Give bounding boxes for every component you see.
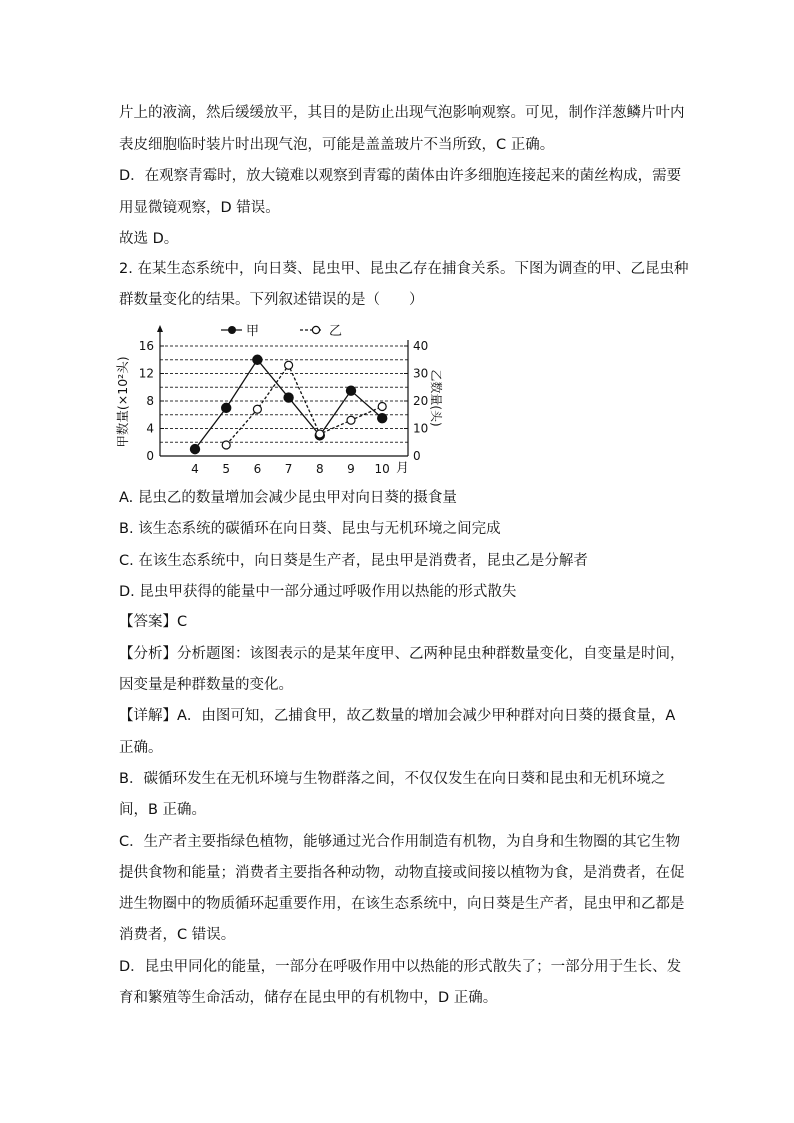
data-point-乙: [285, 361, 293, 369]
answer-line: 进生物圈中的物质循环起重要作用，在该生态系统中，向日葵是生产者，昆虫甲和乙都是: [119, 896, 685, 912]
legend-label: 乙: [329, 324, 343, 339]
text-line: 片上的液滴，然后缓缓放平，其目的是防止出现气泡影响观察。可见，制作洋葱鳞片叶内: [119, 105, 685, 121]
text-line: D．在观察青霉时，放大镜难以观察到青霉的菌体由许多细胞连接起来的菌丝构成，需要: [119, 168, 682, 184]
answer-line: C．生产者主要指绿色植物，能够通过光合作用制造有机物，为自身和生物圈的其它生物: [119, 834, 681, 850]
right-tick-label: 20: [413, 394, 429, 408]
data-point-甲: [378, 414, 387, 423]
data-point-甲: [284, 393, 293, 402]
data-point-甲: [346, 386, 355, 395]
text-line: 2. 在某生态系统中，向日葵、昆虫甲、昆虫乙存在捕食关系。下图为调查的甲、乙昆虫种: [119, 261, 689, 277]
answer-line: 【答案】C: [119, 614, 188, 630]
chart-legend: [221, 324, 342, 339]
left-tick-label: 12: [138, 366, 154, 381]
option-line: A. 昆虫乙的数量增加会减少昆虫甲对向日葵的摄食量: [119, 490, 457, 506]
option-line: C. 在该生态系统中，向日葵是生产者，昆虫甲是消费者，昆虫乙是分解者: [119, 553, 588, 569]
x-tick-label: 9: [347, 462, 355, 476]
legend-label: 甲: [246, 324, 260, 339]
left-tick-label: 16: [138, 339, 154, 353]
option-line: B. 该生态系统的碳循环在向日葵、昆虫与无机环境之间完成: [119, 521, 501, 537]
left-axis-label: 甲数量(×10²头): [115, 356, 130, 448]
text-line: 表皮细胞临时装片时出现气泡，可能是盖盖玻片不当所致，C 正确。: [119, 137, 555, 153]
data-point-甲: [190, 445, 199, 454]
x-tick-label: 6: [253, 462, 262, 476]
x-axis-unit: 月: [396, 461, 410, 476]
left-axis-arrow: [157, 325, 163, 332]
right-tick-label: 30: [413, 366, 429, 381]
legend-marker-filled: [228, 326, 236, 334]
x-tick-label: 10: [374, 462, 390, 476]
text-line: 用显微镜观察，D 错误。: [119, 200, 280, 216]
text-line: 故选 D。: [119, 231, 179, 247]
text-line: 群数量变化的结果。下列叙述错误的是（ ）: [119, 292, 424, 308]
answer-line: 【分析】分析题图：该图表示的是某年度甲、乙两种昆虫种群数量变化，自变量是时间，: [119, 646, 685, 662]
left-tick-label: 8: [146, 394, 154, 408]
chart-grid: [160, 346, 408, 442]
left-tick-label: 4: [146, 421, 154, 436]
data-point-乙: [253, 405, 261, 413]
data-point-乙: [222, 441, 230, 449]
answer-line: 间，B 正确。: [119, 802, 207, 818]
legend-marker-open: [312, 326, 319, 333]
left-tick-label: 0: [146, 449, 154, 463]
data-point-乙: [347, 416, 355, 424]
data-point-甲: [222, 403, 231, 412]
population-chart: [115, 322, 443, 482]
x-tick-label: 7: [284, 462, 293, 476]
x-tick-label: 4: [191, 462, 199, 476]
answer-line: 因变量是种群数量的变化。: [119, 677, 293, 693]
right-tick-label: 0: [413, 449, 421, 463]
answer-line: D．昆虫甲同化的能量，一部分在呼吸作用中以热能的形式散失了；一部分用于生长、发: [119, 959, 682, 975]
right-axis-label: 乙数量(头): [429, 369, 443, 427]
x-tick-label: 8: [315, 462, 324, 476]
answer-line: 正确。: [119, 740, 163, 756]
answer-line: 育和繁殖等生命活动，储存在昆虫甲的有机物中，D 正确。: [119, 990, 498, 1006]
option-line: D. 昆虫甲获得的能量中一部分通过呼吸作用以热能的形式散失: [119, 584, 517, 600]
answer-line: B．碳循环发生在无机环境与生物群落之间，不仅仅发生在向日葵和昆虫和无机环境之: [119, 771, 666, 787]
data-point-甲: [253, 355, 262, 364]
answer-line: 提供食物和能量；消费者主要指各种动物，动物直接或间接以植物为食，是消费者，在促: [119, 865, 685, 881]
chart-series: [190, 355, 386, 454]
right-tick-label: 40: [413, 339, 429, 353]
right-tick-label: 10: [413, 421, 429, 436]
answer-line: 消费者，C 错误。: [119, 927, 236, 943]
x-tick-label: 5: [222, 462, 231, 476]
series-line-乙: [226, 365, 382, 445]
data-point-乙: [378, 403, 386, 411]
answer-line: 【详解】A．由图可知，乙捕食甲，故乙数量的增加会减少甲种群对向日葵的摄食量，A: [119, 708, 676, 724]
data-point-乙: [316, 430, 324, 438]
